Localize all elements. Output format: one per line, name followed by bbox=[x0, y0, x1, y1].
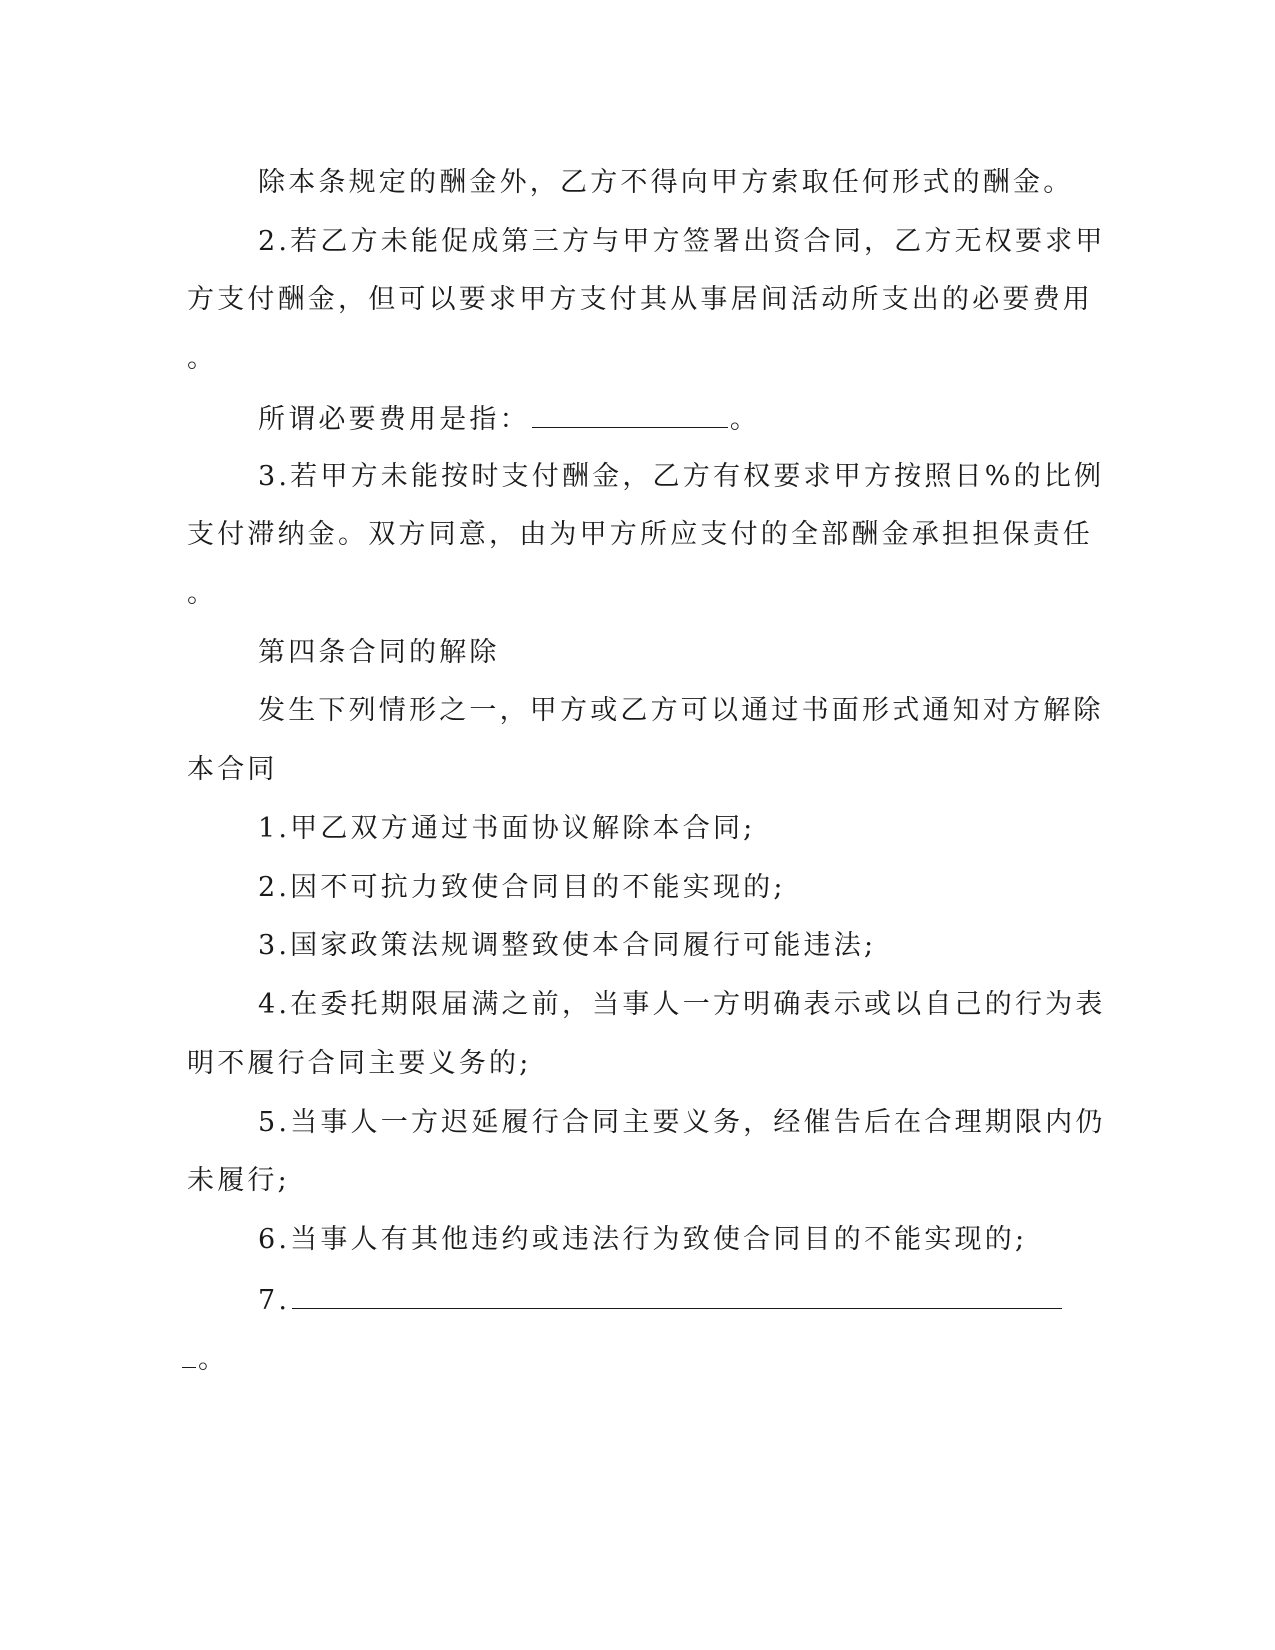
line-text: 。 bbox=[729, 404, 761, 435]
list-item-continuation bbox=[182, 1341, 228, 1377]
line-text: 3.若甲方未能按时支付酬金，乙方有权要求甲方按照日%的比例 bbox=[258, 461, 1105, 492]
paragraph-line bbox=[187, 283, 1093, 317]
line-text: 未履行; bbox=[187, 1165, 290, 1196]
paragraph-line bbox=[258, 225, 1106, 259]
paragraph-line bbox=[187, 753, 278, 787]
paragraph-line bbox=[258, 694, 1104, 728]
line-text: 本合同 bbox=[187, 754, 278, 785]
list-item-continuation bbox=[187, 1164, 290, 1198]
line-text: 6.当事人有其他违约或违法行为致使合同目的不能实现的; bbox=[258, 1224, 1028, 1255]
list-item bbox=[258, 1223, 1027, 1257]
paragraph-line bbox=[187, 342, 217, 376]
line-text: 7. bbox=[258, 1285, 291, 1316]
list-item bbox=[258, 812, 755, 846]
fill-in-blank bbox=[532, 401, 728, 428]
line-text: 。 bbox=[187, 343, 218, 374]
list-item bbox=[258, 988, 1106, 1022]
line-text: 2.因不可抗力致使合同目的不能实现的; bbox=[258, 872, 786, 903]
paragraph-line bbox=[258, 166, 1073, 200]
line-text: 。 bbox=[187, 578, 218, 609]
paragraph-line bbox=[258, 401, 760, 437]
section-heading bbox=[258, 636, 500, 670]
line-text: 明不履行合同主要义务的; bbox=[187, 1048, 532, 1079]
line-text: 2.若乙方未能促成第三方与甲方签署出资合同，乙方无权要求甲 bbox=[258, 226, 1106, 257]
line-text: 所谓必要费用是指： bbox=[258, 404, 530, 435]
line-text: 第四条合同的解除 bbox=[258, 637, 500, 668]
fill-in-blank bbox=[182, 1341, 196, 1368]
list-item bbox=[258, 1282, 1064, 1318]
line-text: 。 bbox=[198, 1344, 229, 1375]
fill-in-blank bbox=[292, 1282, 1062, 1309]
paragraph-line bbox=[187, 518, 1093, 552]
paragraph-line bbox=[187, 577, 217, 611]
list-item-continuation bbox=[187, 1047, 532, 1081]
line-text: 5.当事人一方迟延履行合同主要义务，经催告后在合理期限内仍 bbox=[258, 1107, 1106, 1138]
line-text: 方支付酬金，但可以要求甲方支付其从事居间活动所支出的必要费用 bbox=[187, 284, 1093, 315]
line-text: 发生下列情形之一，甲方或乙方可以通过书面形式通知对方解除 bbox=[258, 695, 1104, 726]
list-item bbox=[258, 929, 876, 963]
line-text: 除本条规定的酬金外，乙方不得向甲方索取任何形式的酬金。 bbox=[258, 167, 1074, 198]
line-text: 4.在委托期限届满之前，当事人一方明确表示或以自己的行为表 bbox=[258, 989, 1106, 1020]
paragraph-line bbox=[258, 460, 1104, 494]
line-text: 1.甲乙双方通过书面协议解除本合同; bbox=[258, 813, 756, 844]
list-item bbox=[258, 871, 786, 905]
line-text: 3.国家政策法规调整致使本合同履行可能违法; bbox=[258, 930, 877, 961]
list-item bbox=[258, 1106, 1106, 1140]
line-text: 支付滞纳金。双方同意，由为甲方所应支付的全部酬金承担担保责任 bbox=[187, 519, 1093, 550]
